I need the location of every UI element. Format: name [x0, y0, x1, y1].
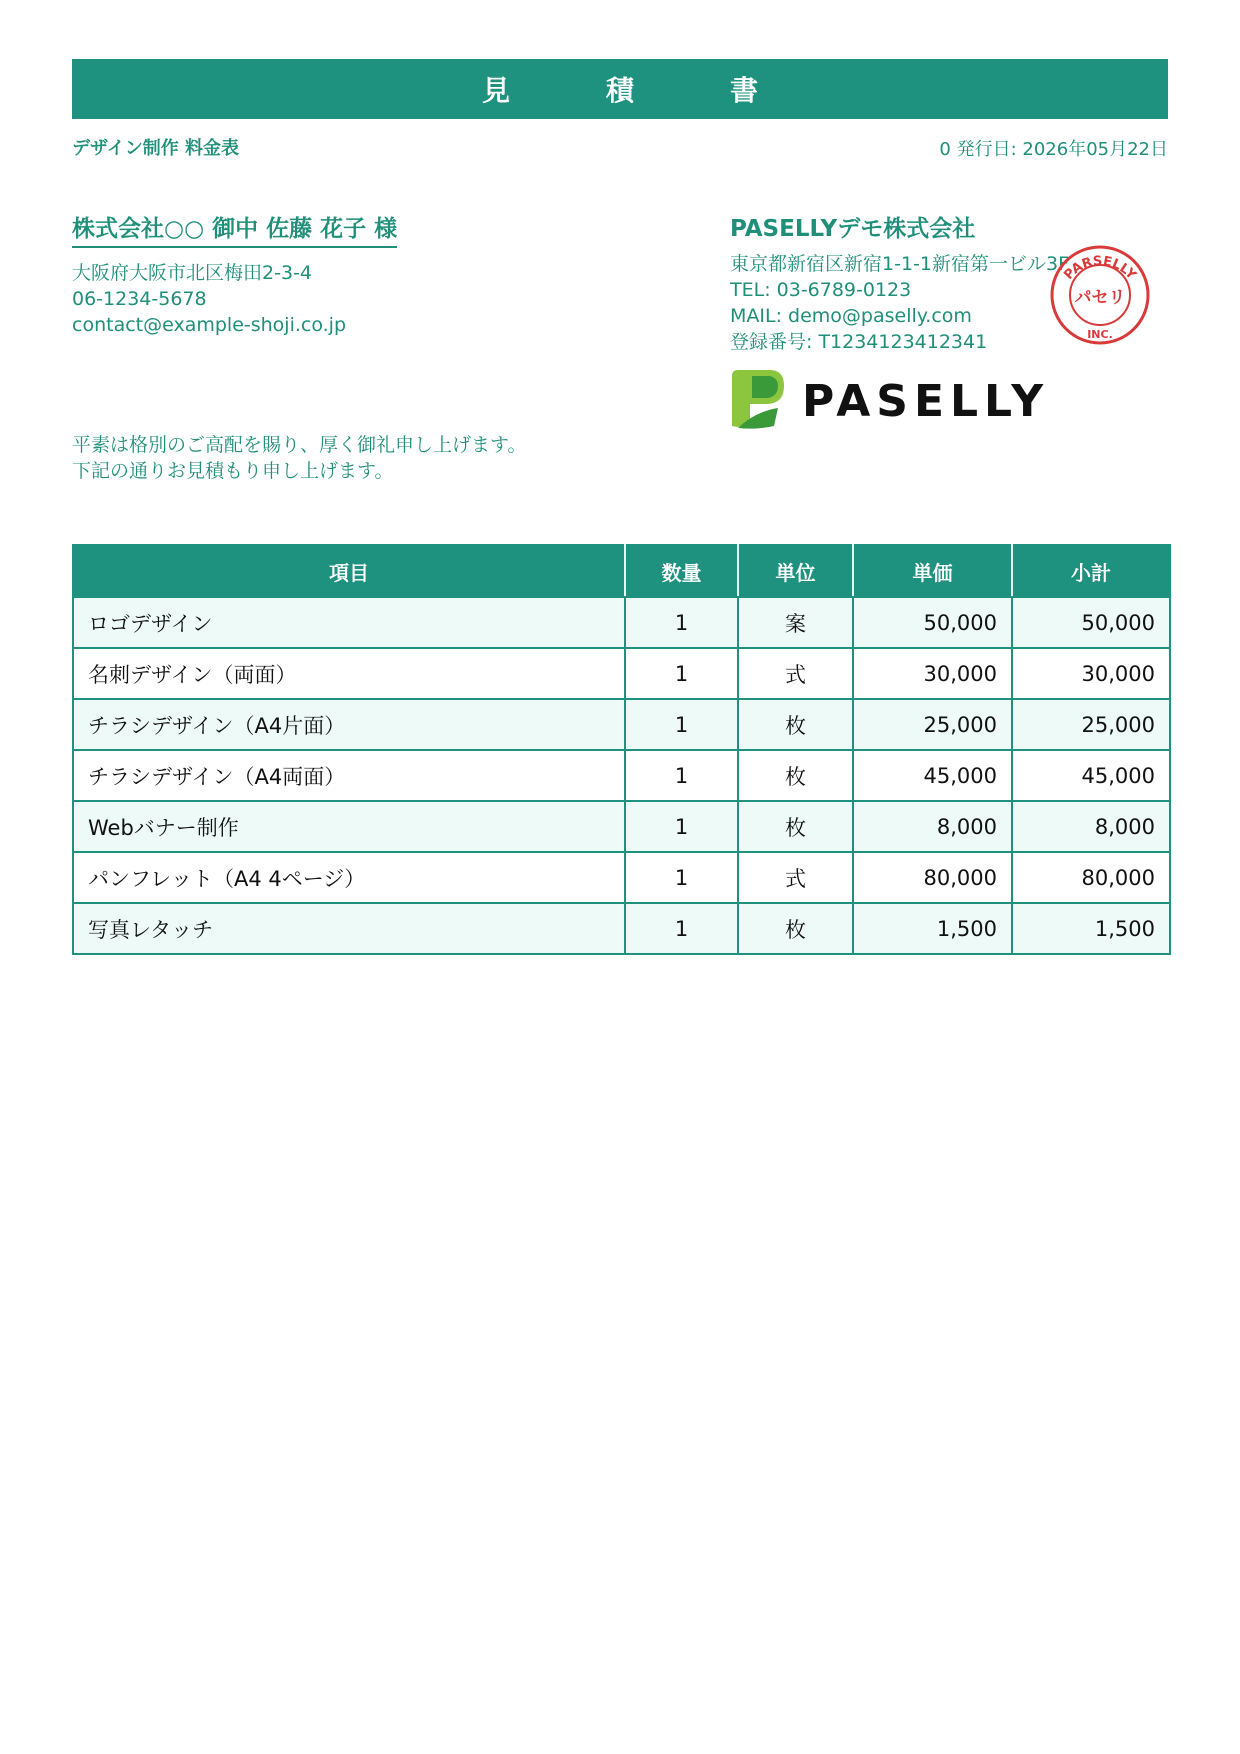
cell-unit: 枚 [738, 750, 853, 801]
table-row [73, 801, 1170, 852]
cell-unit-price: 25,000 [853, 699, 1012, 750]
cell-quantity: 1 [625, 852, 738, 903]
estimate-table [72, 544, 1171, 955]
table-row [73, 648, 1170, 699]
table-row [73, 750, 1170, 801]
cell-unit: 枚 [738, 699, 853, 750]
header-unit: 単位 [738, 545, 853, 597]
cell-unit: 枚 [738, 801, 853, 852]
document-subtitle: デザイン制作 料金表 [72, 138, 240, 159]
cell-item: 名刺デザイン（両面） [73, 648, 625, 699]
cell-item: チラシデザイン（A4両面） [73, 750, 625, 801]
cell-item: 写真レタッチ [73, 903, 625, 954]
company-tel: TEL: 03-6789-0123 [730, 279, 912, 301]
stamp-outer-text: PARSELLY [1061, 253, 1139, 283]
cell-unit: 枚 [738, 903, 853, 954]
company-mail: MAIL: demo@paselly.com [730, 305, 972, 327]
company-seal-stamp [1048, 243, 1152, 347]
cell-quantity: 1 [625, 903, 738, 954]
cell-unit-price: 50,000 [853, 597, 1012, 648]
cell-quantity: 1 [625, 801, 738, 852]
issue-date: 0 発行日: 2026年05月22日 [939, 139, 1168, 160]
cell-subtotal: 25,000 [1012, 699, 1170, 750]
table-row [73, 597, 1170, 648]
cell-subtotal: 50,000 [1012, 597, 1170, 648]
cell-quantity: 1 [625, 699, 738, 750]
company-address: 東京都新宿区新宿1-1-1新宿第一ビル3F [730, 253, 1069, 275]
table-header-row [73, 545, 1170, 597]
cell-quantity: 1 [625, 597, 738, 648]
cell-subtotal: 8,000 [1012, 801, 1170, 852]
greeting-line-2: 下記の通りお見積もり申し上げます。 [72, 460, 394, 482]
cell-subtotal: 1,500 [1012, 903, 1170, 954]
logo-wordmark: PASELLY [802, 376, 1050, 427]
cell-item: ロゴデザイン [73, 597, 625, 648]
cell-unit-price: 8,000 [853, 801, 1012, 852]
cell-quantity: 1 [625, 750, 738, 801]
cell-subtotal: 80,000 [1012, 852, 1170, 903]
stamp-bottom-text: INC. [1087, 328, 1113, 341]
paselly-logo [730, 368, 1060, 430]
greeting [72, 432, 526, 484]
cell-subtotal: 45,000 [1012, 750, 1170, 801]
company-registration: 登録番号: T1234123412341 [730, 331, 988, 353]
table-row [73, 699, 1170, 750]
leaf-mark-icon [732, 370, 784, 429]
cell-unit: 式 [738, 648, 853, 699]
cell-unit-price: 30,000 [853, 648, 1012, 699]
table-row [73, 903, 1170, 954]
cell-item: Webバナー制作 [73, 801, 625, 852]
cell-unit-price: 45,000 [853, 750, 1012, 801]
header-quantity: 数量 [625, 545, 738, 597]
cell-item: チラシデザイン（A4片面） [73, 699, 625, 750]
header-item: 項目 [73, 545, 625, 597]
cell-item: パンフレット（A4 4ページ） [73, 852, 625, 903]
header-subtotal: 小計 [1012, 545, 1170, 597]
cell-quantity: 1 [625, 648, 738, 699]
stamp-inner-text: パセリ [1074, 288, 1126, 308]
client-address: 大阪府大阪市北区梅田2-3-4 [72, 262, 312, 284]
company-name: PASELLYデモ株式会社 [730, 216, 976, 242]
cell-unit: 式 [738, 852, 853, 903]
cell-unit: 案 [738, 597, 853, 648]
document-title: 見 積 書 [72, 59, 1168, 119]
greeting-line-1: 平素は格別のご高配を賜り、厚く御礼申し上げます。 [72, 434, 527, 456]
cell-unit-price: 80,000 [853, 852, 1012, 903]
client-phone: 06-1234-5678 [72, 288, 207, 310]
table-row [73, 852, 1170, 903]
cell-subtotal: 30,000 [1012, 648, 1170, 699]
client-name: 株式会社○○ 御中 佐藤 花子 様 [72, 210, 397, 248]
client-block [72, 210, 632, 338]
client-email: contact@example-shoji.co.jp [72, 314, 347, 336]
cell-unit-price: 1,500 [853, 903, 1012, 954]
header-unit-price: 単価 [853, 545, 1012, 597]
